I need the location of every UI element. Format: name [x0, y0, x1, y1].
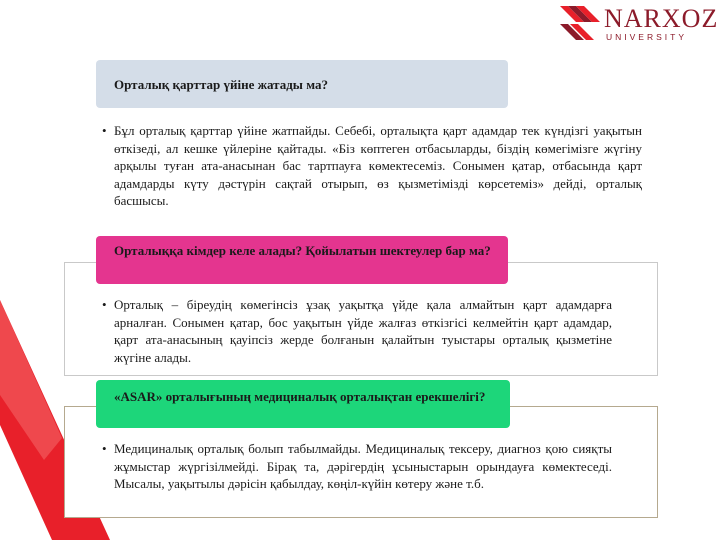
- narxoz-logo-mark-icon: [560, 6, 600, 40]
- question-text-1: Орталық қарттар үйіне жатады ма?: [114, 76, 328, 92]
- answer-text-2: • Орталық – біреудің көмегінсіз ұзақ уақытқа үйде қала алмайтын қарт адамдарға арналған. Сонымен қатар, бос уақытын үйде жалғаз өткізгісі келмейтін қарт адамдар, қарт ата-анасының қауіпсіз жерде болғанын қалайтын туыстары орталық қызметіне жүгіне алады.: [102, 296, 612, 366]
- question-text-2: Орталыққа кімдер келе алады? Қойылатын шектеулер бар ма?: [114, 243, 491, 258]
- question-text-3: «ASAR» орталығының медициналық орталықтан ерекшелігі?: [114, 389, 486, 404]
- answer-text-3: • Медициналық орталық болып табылмайды. Медициналық тексеру, диагноз қою сияқты жұмыстар жүргізілмейді. Бірақ та, дәрігердің ұсыныстарын орындауға көмектеседі. Мысалы, уақытылы дәрісін қабылдау, көңіл-күйін көтеру және т.б.: [102, 440, 612, 493]
- answer-text-1: • Бұл орталық қарттар үйіне жатпайды. Себебі, орталықта қарт адамдар тек күндізгі уақытын өткізеді, ал кешке үйлеріне қайтады. «Біз көптеген отбасыларды, біздің көмегімізге жүгіну арқылы туған ата-анасынан бас тартпауға көмектесеміз. Сонымен қатар, отбасында қарт адамдарды күту дәстүрін сақтай отырып, өз қызметімізді көрсетеміз» дейді, орталық басшысы.: [102, 122, 642, 210]
- brand-name: NARXOZ: [604, 4, 719, 33]
- question-header-1: [96, 60, 508, 108]
- question-header-2: [96, 236, 508, 284]
- narxoz-logo: [560, 4, 719, 44]
- brand-subtitle: UNIVERSITY: [606, 32, 688, 42]
- question-header-3: [96, 380, 510, 428]
